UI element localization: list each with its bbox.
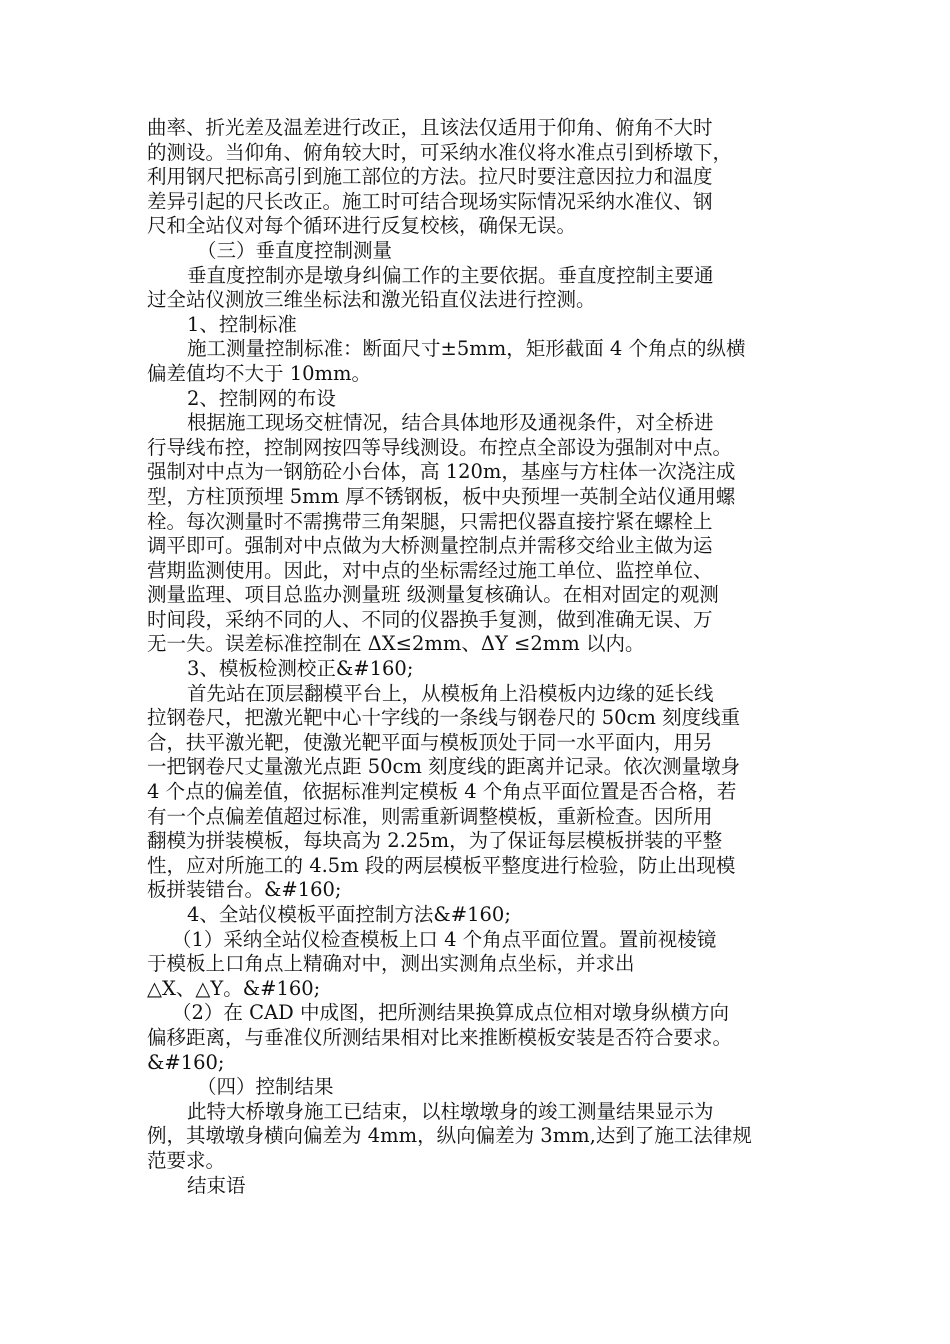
text-line: 行导线布控，控制网按四等导线测设。布控点全部设为强制对中点。	[147, 435, 733, 459]
text-line: 测量监理、项目总监办测量班 级测量复核确认。在相对固定的观测	[147, 583, 719, 607]
text-line: 偏移距离，与垂准仪所测结果相对比来推断模板安装是否符合要求。	[147, 1025, 733, 1049]
text-line: 合，扶平激光靶，使激光靶平面与模板顶处于同一水平面内，用另	[147, 730, 713, 754]
text-line: 一把钢卷尺丈量激光点距 50cm 刻度线的距离并记录。依次测量墩身	[147, 755, 741, 779]
text-line: 无一失。误差标准控制在 ΔX≤2mm、ΔY ≤2mm 以内。	[147, 632, 645, 656]
list-item: （2）在 CAD 中成图，把所测结果换算成点位相对墩身纵横方向	[172, 1001, 729, 1025]
paragraph-start: 根据施工现场交桩情况，结合具体地形及通视条件，对全桥进	[187, 411, 714, 435]
text-line: 拉钢卷尺，把激光靶中心十字线的一条线与钢卷尺的 50cm 刻度线重	[147, 706, 741, 730]
paragraph-start: 首先站在顶层翻模平台上，从模板角上沿模板内边缘的延长线	[187, 681, 714, 705]
subheading: 4、全站仪模板平面控制方法&#160;	[187, 903, 511, 926]
text-line: 翻模为拼装模板，每块高为 2.25m，为了保证每层模板拼装的平整	[147, 829, 723, 853]
section-heading: 结束语	[187, 1173, 246, 1197]
text-line: 4 个点的偏差值，依据标准判定模板 4 个角点平面位置是否合格，若	[147, 780, 737, 804]
text-line: &#160;	[147, 1050, 225, 1074]
paragraph-start: 垂直度控制亦是墩身纠偏工作的主要依据。垂直度控制主要通	[187, 263, 714, 287]
text-line: 过全站仪测放三维坐标法和激光铅直仪法进行控测。	[147, 288, 596, 312]
subheading: 2、控制网的布设	[187, 386, 336, 410]
text-line: 尺和全站仪对每个循环进行反复校核，确保无误。	[147, 214, 577, 238]
paragraph-start: 施工测量控制标准：断面尺寸±5mm，矩形截面 4 个角点的纵横	[187, 337, 746, 361]
document-body	[147, 116, 817, 1198]
text-line: 范要求。	[147, 1148, 226, 1172]
subheading: 3、模板检测校正&#160;	[187, 657, 414, 681]
text-line: 强制对中点为一钢筋砼小台体，高 120m，基座与方柱体一次浇注成	[147, 460, 736, 484]
text-line: △X、△Y。&#160;	[147, 976, 321, 1000]
text-line: 曲率、折光差及温差进行改正，且该法仅适用于仰角、俯角不大时	[147, 116, 713, 139]
text-line: 偏差值均不大于 10mm。	[147, 361, 371, 385]
text-line: 差异引起的尺长改正。施工时可结合现场实际情况采纳水准仪、钢	[147, 189, 713, 213]
text-line: 利用钢尺把标高引到施工部位的方法。拉尺时要注意因拉力和温度	[147, 165, 713, 189]
text-line: 有一个点偏差值超过标准，则需重新调整模板，重新检查。因所用	[147, 804, 713, 828]
text-line: 于模板上口角点上精确对中，测出实测角点坐标，并求出	[147, 952, 635, 976]
section-heading: （三）垂直度控制测量	[197, 238, 393, 262]
subheading: 1、控制标准	[187, 312, 297, 336]
text-line: 性，应对所施工的 4.5m 段的两层模板平整度进行检验，防止出现模	[147, 853, 736, 877]
text-line: 栓。每次测量时不需携带三角架腿，只需把仪器直接拧紧在螺栓上	[147, 509, 713, 533]
text-line: 调平即可。强制对中点做为大桥测量控制点并需移交给业主做为运	[147, 534, 713, 558]
text-line: 板拼装错台。&#160;	[147, 878, 342, 902]
list-item: （1）采纳全站仪检查模板上口 4 个角点平面位置。置前视棱镜	[172, 927, 717, 951]
text-line: 例，其墩墩身横向偏差为 4mm，纵向偏差为 3mm,达到了施工法律规	[147, 1124, 752, 1148]
paragraph-start: 此特大桥墩身施工已结束，以柱墩墩身的竣工测量结果显示为	[187, 1099, 714, 1123]
text-line: 的测设。当仰角、俯角较大时，可采纳水准仪将水准点引到桥墩下，	[147, 140, 733, 164]
text-line: 营期监测使用。因此，对中点的坐标需经过施工单位、监控单位、	[147, 558, 713, 582]
text-line: 型，方柱顶预埋 5mm 厚不锈钢板，板中央预埋一英制全站仪通用螺	[147, 484, 736, 508]
section-heading: （四）控制结果	[197, 1075, 334, 1099]
text-line: 时间段，采纳不同的人、不同的仪器换手复测，做到准确无误、万	[147, 607, 713, 631]
